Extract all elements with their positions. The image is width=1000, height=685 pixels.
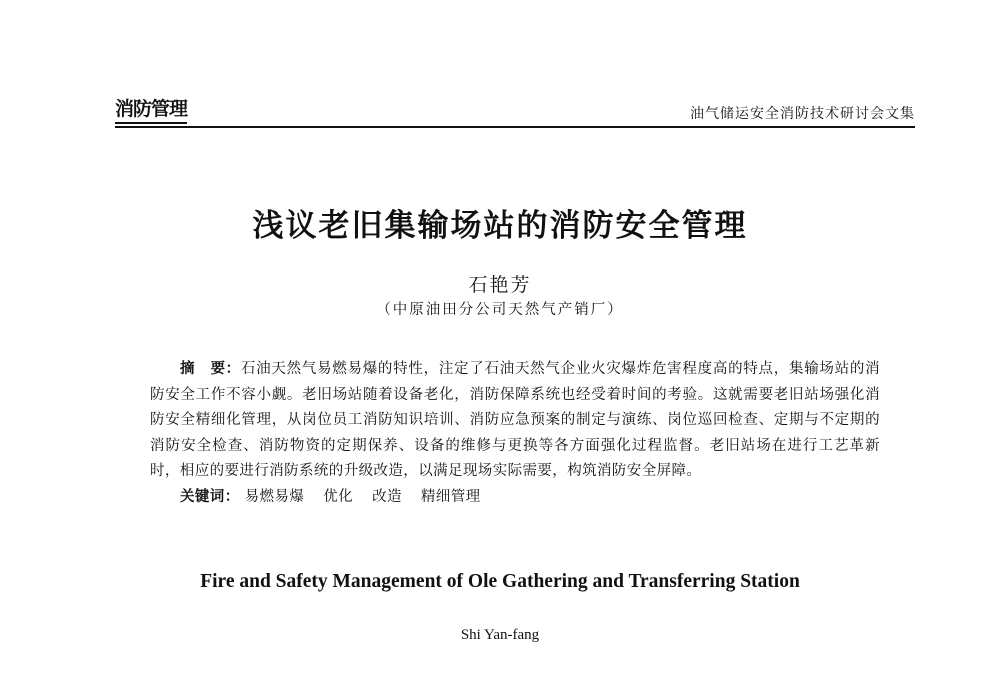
abstract-label: 摘 要：: [180, 361, 241, 377]
author-affiliation: （中原油田分公司天然气产销厂）: [376, 302, 624, 318]
keywords-label: 关键词：: [180, 488, 240, 505]
abstract-text: 石油天然气易燃易爆的特性，注定了石油天然气企业火灾爆炸危害程度高的特点，集输场站的消防安全工作不容小觑。老旧场站随着设备老化，消防保障系统也经受着时间的考验。这就需要老旧站场强化消防安全精细化管理，从岗位员工消防知识培训、消防应急预案的制定与演练、岗位巡回检查、定期与不定期的消防安全检查、消防物资的定期保养、设备的维修与更换等各方面强化过程监督。老旧站场在进行工艺革新时，相应的要进行消防系统的升级改造，以满足现场实际需要，构筑消防安全屏障。: [150, 361, 880, 480]
keyword: 精细管理: [420, 488, 481, 505]
abstract-paragraph: [150, 357, 880, 485]
keyword: 改造: [372, 488, 402, 505]
english-author: Shi Yan-fang: [460, 627, 540, 643]
abstract: [150, 357, 880, 511]
keywords: [150, 485, 880, 511]
section-label: 消防管理: [115, 94, 187, 124]
running-header: [115, 98, 915, 128]
paper-title: 浅议老旧集输场站的消防安全管理: [252, 208, 748, 244]
author-name: 石艳芳: [468, 274, 532, 296]
keyword: 易燃易爆: [244, 488, 305, 505]
keyword: 优化: [323, 488, 354, 505]
english-title: Fire and Safety Management of Ole Gathering and Transferring Station: [200, 571, 800, 592]
collection-title: 油气储运安全消防技术研讨会文集: [690, 106, 915, 122]
